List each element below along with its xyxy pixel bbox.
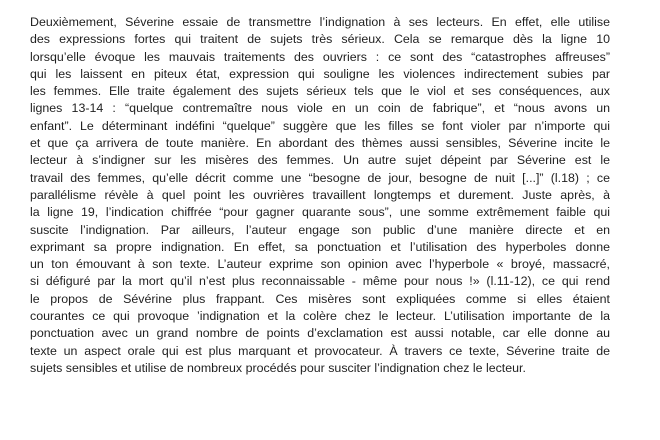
text-line-9: lecteur à s’indigner sur les misères des femmes. Un autre sujet dépeint par Séverine est le xyxy=(30,153,610,168)
text-line-11: parallélisme révèle à quel point les ouvrières travaillent longtemps et durement. Juste après, à xyxy=(30,187,610,202)
text-line-16: si défiguré par la mort qu’il n’est plus reconnaissable - même pour nous !» (l.11-12), ce qui rend xyxy=(30,274,610,289)
text-line-10: travail des femmes, qu’elle décrit comme une “besogne de jour, besogne de nuit [...]” (l.18) ; ce xyxy=(30,170,610,185)
text-line-17: le propos de Sévérine plus frappant. Ces misères sont expliquées comme si elles étaient xyxy=(30,291,610,306)
text-line-4: qui les laissent en piteux état, expression qui souligne les violences indirectement subies par xyxy=(30,66,610,81)
text-line-2: des expressions fortes qui traitent de sujets très sérieux. Cela se remarque dès la ligne 10 xyxy=(30,32,610,47)
text-line-8: et que ça arrivera de toute manière. En abordant des thèmes aussi sensibles, Séverine incite le xyxy=(30,136,610,151)
text-line-5: les femmes. Elle traite également des sujets sérieux tels que le viol et ses conséquences, aux xyxy=(30,84,610,99)
text-line-6: lignes 13-14 : “quelque contremaître nous viole en un coin de fabrique”, et “nous avons un xyxy=(30,101,610,116)
text-line-7: enfant”. Le déterminant indéfini “quelque” suggère que les filles se font violer par n’importe qui xyxy=(30,118,610,133)
text-line-13: suscite l’indignation. Par ailleurs, l’auteur engage son public d’une manière directe et en xyxy=(30,222,610,237)
text-line-12: la ligne 19, l’indication chiffrée “pour gagner quarante sous”, une somme extrêmement faible qui xyxy=(30,205,610,220)
text-line-14: exprimant sa propre indignation. En effet, sa ponctuation et l’utilisation des hyperboles donne xyxy=(30,239,610,254)
text-line-15: un ton émouvant à son texte. L’auteur exprime son opinion avec l’hyperbole « broyé, massacré, xyxy=(30,257,610,272)
essay-paragraph xyxy=(30,14,610,377)
text-line-3: lorsqu’elle évoque les mauvais traitements des ouvriers : ce sont des “catastrophes affreuses” xyxy=(30,49,610,64)
text-line-1: Deuxièmement, Séverine essaie de transmettre l’indignation à ses lecteurs. En effet, elle utilise xyxy=(30,15,610,29)
text-line-19: ponctuation avec un grand nombre de points d’exclamation est aussi notable, car elle donne au xyxy=(30,326,610,341)
text-line-18: courantes ce qui provoque ’indignation et la colère chez le lecteur. L’utilisation importante de la xyxy=(30,309,610,324)
text-line-20: texte un aspect orale qui est plus marquant et provocateur. À travers ce texte, Séverine traite de xyxy=(30,343,610,358)
text-line-21: sujets sensibles et utilise de nombreux procédés pour susciter l’indignation chez le lecteur. xyxy=(30,360,526,375)
